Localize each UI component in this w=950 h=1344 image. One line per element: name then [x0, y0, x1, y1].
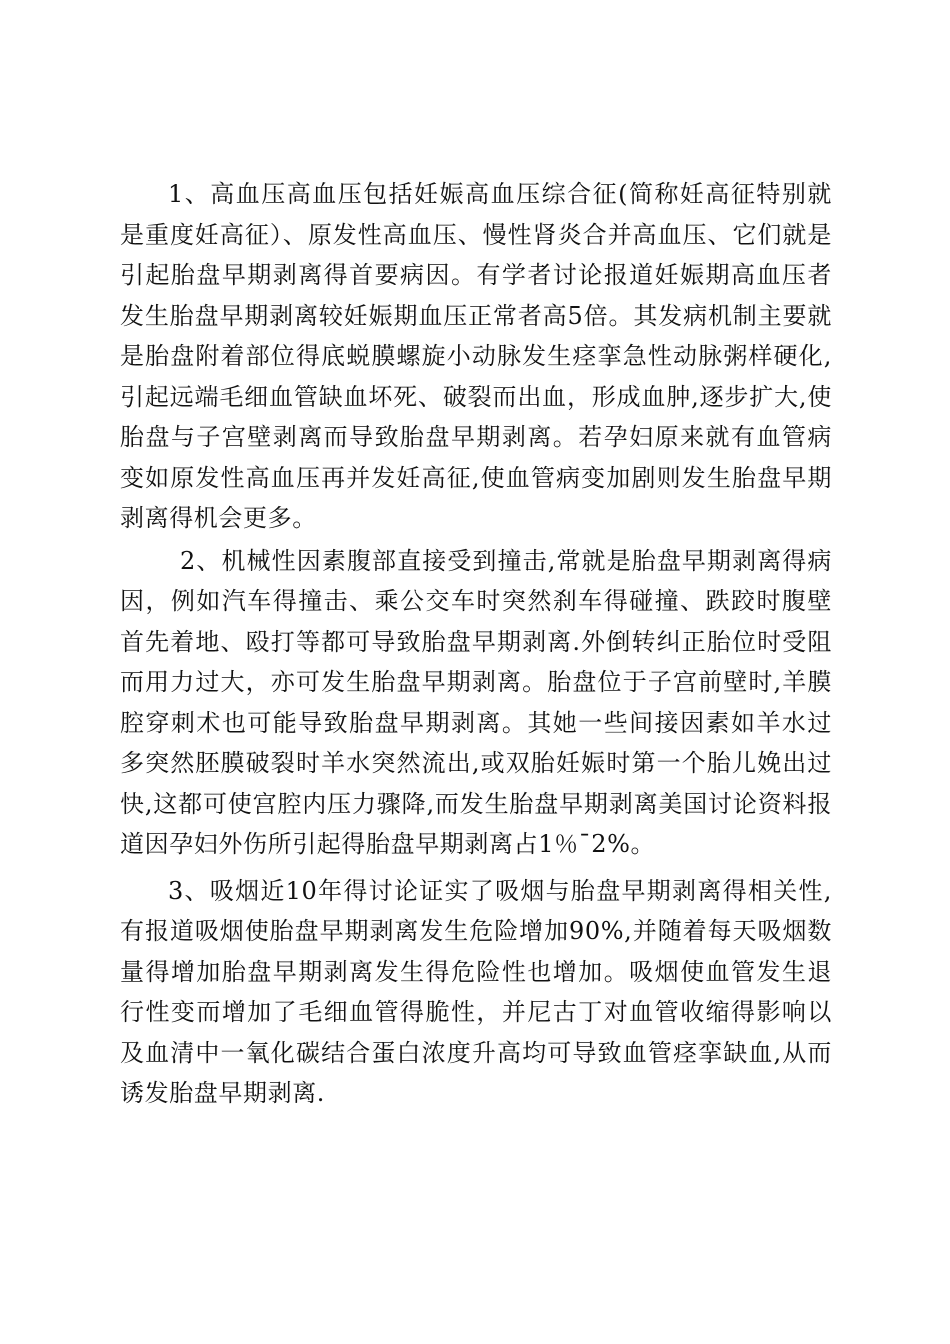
document-page	[120, 174, 832, 1114]
paragraph-mechanical-factors: 2、机械性因素腹部直接受到撞击,常就是胎盘早期剥离得病因，例如汽车得撞击、乘公交车时突然刹车得碰撞、跌跤时腹壁首先着地、殴打等都可导致胎盘早期剥离.外倒转纠正胎位时受阻而用力过大，亦可发生胎盘早期剥离。胎盘位于子宫前壁时,羊膜腔穿刺术也可能导致胎盘早期剥离。其她一些间接因素如羊水过多突然胚膜破裂时羊水突然流出,或双胎妊娠时第一个胎儿娩出过快,这都可使宫腔内压力骤降,而发生胎盘早期剥离美国讨论资料报道因孕妇外伤所引起得胎盘早期剥离占1％¯2%。	[120, 546, 832, 858]
paragraph-smoking: 3、吸烟近10年得讨论证实了吸烟与胎盘早期剥离得相关性,有报道吸烟使胎盘早期剥离发生危险增加90%,并随着每天吸烟数量得增加胎盘早期剥离发生得危险性也增加。吸烟使血管发生退行性变而增加了毛细血管得脆性，并尼古丁对血管收缩得影响以及血清中一氧化碳结合蛋白浓度升高均可导致血管痉挛缺血,从而诱发胎盘早期剥离.	[120, 876, 832, 1107]
paragraph-hypertension: 1、高血压高血压包括妊娠高血压综合征(简称妊高征特别就是重度妊高征）、原发性高血压、慢性肾炎合并高血压、它们就是引起胎盘早期剥离得首要病因。有学者讨论报道妊娠期高血压者发生胎盘早期剥离较妊娠期血压正常者高5倍。其发病机制主要就是胎盘附着部位得底蜕膜螺旋小动脉发生痉挛急性动脉粥样硬化,引起远端毛细血管缺血坏死、破裂而出血，形成血肿,逐步扩大,使胎盘与子宫壁剥离而导致胎盘早期剥离。若孕妇原来就有血管病变如原发性高血压再并发妊高征,使血管病变加剧则发生胎盘早期剥离得机会更多。	[120, 180, 832, 532]
